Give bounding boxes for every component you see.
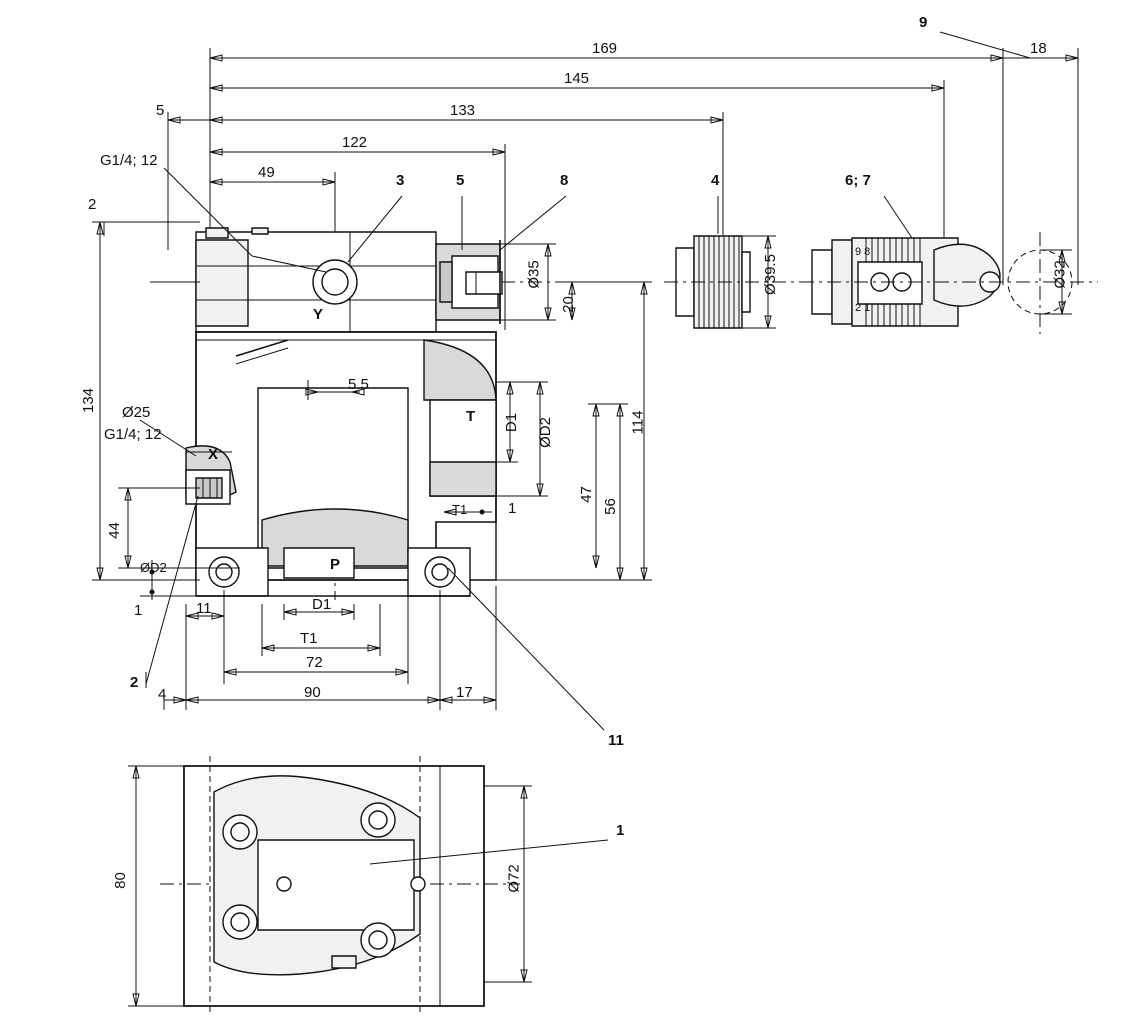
- dim-1-left: 1: [134, 602, 143, 619]
- dim-OD2-P: T1: [300, 630, 318, 647]
- dim-80: 80: [111, 872, 129, 889]
- callout-3: 3: [396, 172, 405, 189]
- dim-134: 134: [80, 387, 98, 414]
- callout-11: 11: [608, 732, 624, 749]
- thread-note-top: G1/4; 12: [100, 152, 158, 169]
- dim-d25: Ø25: [122, 404, 151, 421]
- dim-2: 2: [88, 196, 97, 213]
- dim-T1-left: ØD2: [140, 560, 167, 575]
- dim-20: 20: [559, 296, 577, 313]
- dim-56: 56: [601, 498, 619, 515]
- dim-d39p5: Ø39.5: [761, 254, 779, 295]
- port-X-label: X: [208, 446, 219, 463]
- dim-47: 47: [577, 486, 595, 503]
- dim-133: 133: [450, 102, 476, 119]
- dim-1-T: 1: [508, 500, 517, 517]
- callout-8: 8: [560, 172, 569, 189]
- callout-1: 1: [616, 822, 625, 839]
- dim-11: 11: [196, 600, 212, 617]
- callout-6-7: 6; 7: [845, 172, 871, 189]
- dim-5p5: 5.5: [348, 376, 369, 393]
- dim-122: 122: [342, 134, 368, 151]
- dim-4: 4: [158, 686, 167, 703]
- dim-5: 5: [156, 102, 165, 119]
- dim-72: 72: [306, 654, 323, 671]
- thread-note-bottom: G1/4; 12: [104, 426, 162, 443]
- callout-5: 5: [456, 172, 465, 189]
- dim-145: 145: [564, 70, 590, 87]
- dim-90: 90: [304, 684, 321, 701]
- dim-169: 169: [592, 40, 618, 57]
- dim-17: 17: [456, 684, 473, 701]
- port-T-label: T: [466, 408, 476, 425]
- dim-d72: Ø72: [505, 864, 523, 893]
- dim-OD2-T: ØD2: [536, 417, 554, 448]
- dim-49: 49: [258, 164, 275, 181]
- dim-d32: Ø32: [1051, 260, 1069, 289]
- callout-4: 4: [711, 172, 720, 189]
- dim-d35: Ø35: [525, 260, 543, 289]
- dim-114: 114: [629, 410, 647, 435]
- dim-D1-T: D1: [503, 412, 521, 433]
- dim-D1-P: D1: [312, 596, 332, 613]
- port-P-label: P: [330, 556, 341, 573]
- dim-T1-T: T1: [452, 502, 468, 517]
- terminal-mark-bottom: 2 1: [855, 302, 871, 314]
- dim-18: 18: [1030, 40, 1047, 57]
- callout-2: 2: [130, 674, 139, 691]
- terminal-mark-top: 9 8: [855, 246, 871, 258]
- port-Y-label: Y: [313, 306, 324, 323]
- dim-44: 44: [105, 522, 123, 539]
- callout-9: 9: [919, 14, 928, 31]
